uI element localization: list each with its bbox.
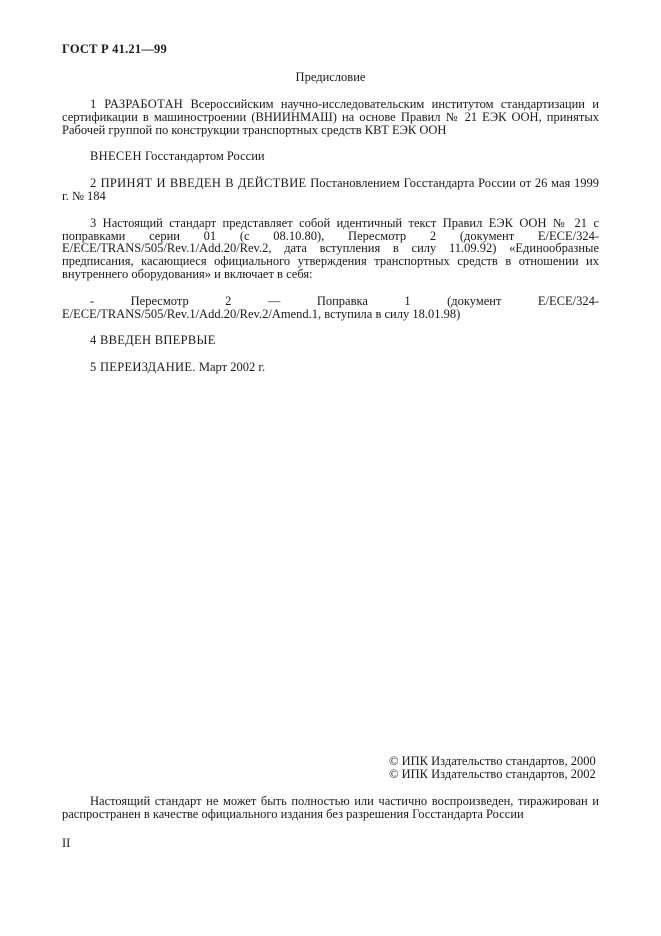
- section-text: Март 2002 г.: [195, 360, 266, 375]
- copyright-line: © ИПК Издательство стандартов, 2000: [389, 754, 596, 768]
- section-developed: [62, 98, 599, 136]
- section-first-introduced: [62, 334, 599, 347]
- copyright-line: © ИПК Издательство стандартов, 2002: [389, 767, 596, 781]
- page-number: II: [62, 836, 71, 850]
- section-introduced: [62, 150, 599, 163]
- reproduction-notice: Настоящий стандарт не может быть полностью или частично воспроизведен, тиражирован и распространен в качестве официального издания без разрешения Госстандарта России: [62, 794, 599, 821]
- section-lead: 4 ВВЕДЕН ВПЕРВЫЕ: [90, 333, 216, 348]
- section-reissue: [62, 361, 599, 374]
- section-text: Постановлением Госстандарта России от 26 мая 1999 г. № 184: [62, 176, 599, 203]
- section-identity: [62, 217, 599, 281]
- section-text: - Пересмотр 2 — Поправка 1 (документ E/ECE/324-E/ECE/TRANS/505/Rev.1/Add.20/Rev.2/Amend.1, вступила в силу 18.01.98): [62, 293, 599, 321]
- preface-body: [62, 98, 599, 388]
- section-text: Госстандартом России: [141, 149, 265, 164]
- section-adopted: [62, 177, 599, 203]
- section-amendment: [62, 295, 599, 321]
- copyright-block: [389, 755, 596, 781]
- section-lead: 2 ПРИНЯТ И ВВЕДЕН В ДЕЙСТВИЕ: [90, 176, 307, 191]
- section-text: Всероссийским научно-исследовательским институтом стандартизации и сертификации в машиностроении (ВНИИНМАШ) на основе Правил № 21 ЕЭК ООН, принятых Рабочей группой по конструкции транспортных средств КВТ ЕЭК ООН: [62, 97, 600, 137]
- section-lead: ВНЕСЕН: [90, 149, 142, 164]
- section-lead: 1 РАЗРАБОТАН: [90, 97, 184, 111]
- preface-title: Предисловие: [295, 70, 366, 84]
- section-lead: 5 ПЕРЕИЗДАНИЕ.: [90, 360, 196, 375]
- standard-code-header: ГОСТ Р 41.21—99: [62, 42, 167, 56]
- section-text: 3 Настоящий стандарт представляет собой идентичный текст Правил ЕЭК ООН № 21 с поправками серии 01 (с 08.10.80), Пересмотр 2 (документ E/ECE/324-E/ECE/TRANS/505/Rev.1/Add.20/Rev.2, дата вступления в силу 11.09.92) «Единообразные предписания, касающиеся официального утверждения транспортных средств в отношении их внутреннего оборудования» и включает в себя:: [62, 215, 599, 281]
